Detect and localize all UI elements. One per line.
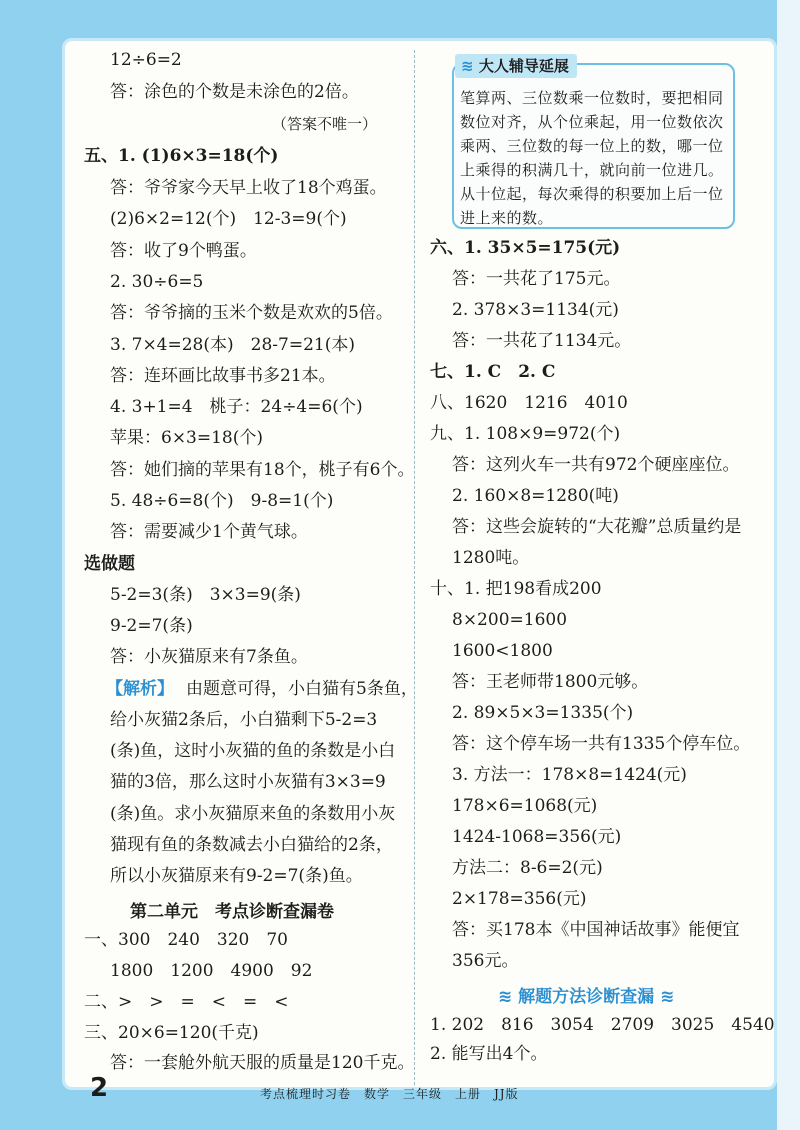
answer-line: 2. 30÷6=5	[110, 272, 204, 292]
column-divider	[414, 50, 415, 1085]
page-number: 2	[90, 1073, 109, 1103]
answer-line: 答：一共花了175元。	[452, 269, 621, 289]
answer-line: 答：王老师带1800元够。	[452, 672, 649, 692]
answer-line: 1280吨。	[452, 548, 530, 568]
answer-line: 答：这列火车一共有972个硬座座位。	[452, 455, 740, 475]
answer-line: 答：她们摘的苹果有18个，桃子有6个。	[110, 460, 415, 480]
answer-line: 1600<1800	[452, 641, 553, 661]
answer-line: 1800 1200 4900 92	[110, 961, 313, 981]
answer-line: 答：需要减少1个黄气球。	[110, 522, 308, 542]
answer-line: 八、1620 1216 4010	[430, 393, 628, 413]
question-heading: 六、1. 35×5=175(元)	[430, 238, 621, 258]
analysis-tag: 【解析】	[106, 679, 174, 699]
method-section-title: ≋ 解题方法诊断查漏 ≋	[498, 987, 675, 1007]
answer-line: 答：涂色的个数是未涂色的2倍。	[110, 82, 359, 102]
answer-line: 答：爷爷家今天早上收了18个鸡蛋。	[110, 178, 387, 198]
answer-line: 答：这些会旋转的“大花瓣”总质量约是	[452, 517, 742, 537]
answer-line: 2×178=356(元)	[452, 889, 587, 909]
answer-line: 1424-1068=356(元)	[452, 827, 622, 847]
section-label: 选做题	[84, 554, 135, 574]
answer-line: 356元。	[452, 951, 519, 971]
answer-line: 1. 202 816 3054 2709 3025 4540	[430, 1015, 775, 1035]
answer-line: 3. 7×4=28(本) 28-7=21(本)	[110, 335, 355, 355]
answer-line: 苹果：6×3=18(个)	[110, 428, 264, 448]
analysis-text: 所以小灰猫原来有9-2=7(条)鱼。	[110, 866, 363, 886]
analysis-text: 猫现有鱼的条数减去小白猫给的2条，	[110, 835, 393, 855]
analysis-text: (条)鱼。求小灰猫原来鱼的条数用小灰	[110, 804, 396, 824]
answer-line: 二、> > = < = <	[84, 992, 289, 1012]
answer-line: 12÷6=2	[110, 50, 182, 70]
answer-line: 2. 89×5×3=1335(个)	[452, 703, 634, 723]
answer-line: 5-2=3(条) 3×3=9(条)	[110, 585, 301, 605]
question-heading: 七、1. C 2. C	[430, 362, 556, 382]
answer-line: 178×6=1068(元)	[452, 796, 598, 816]
answer-line: 2. 160×8=1280(吨)	[452, 486, 619, 506]
answer-line: 8×200=1600	[452, 610, 568, 630]
question-heading: 五、1. (1)6×3=18(个)	[84, 146, 279, 166]
answer-line: 一、300 240 320 70	[84, 930, 288, 950]
analysis-text: 由题意可得，小白猫有5条鱼，	[186, 679, 418, 699]
answer-line: 三、20×6=120(千克)	[84, 1023, 259, 1043]
analysis-text: (条)鱼，这时小灰猫的鱼的条数是小白	[110, 741, 396, 761]
answer-line: 答：爷爷摘的玉米个数是欢欢的5倍。	[110, 303, 393, 323]
answer-line: 答：小灰猫原来有7条鱼。	[110, 647, 308, 667]
answer-line: 九、1. 108×9=972(个)	[430, 424, 621, 444]
answer-note: （答案不唯一）	[272, 115, 378, 133]
analysis-text: 给小灰猫2条后，小白猫剩下5-2=3	[110, 710, 378, 730]
answer-line: 答：一套舱外航天服的质量是120千克。	[110, 1053, 415, 1073]
answer-line: 4. 3+1=4 桃子：24÷4=6(个)	[110, 397, 363, 417]
answer-line: (2)6×2=12(个) 12-3=9(个)	[110, 209, 347, 229]
answer-line: 答：这个停车场一共有1335个停车位。	[452, 734, 751, 754]
page-edge	[777, 0, 800, 1130]
tip-box-text: 笔算两、三位数乘一位数时，要把相同数位对齐，从个位乘起，用一位数依次乘两、三位数的每一位上的数，哪一位上乘得的积满几十，就向前一位进几。从十位起，每次乘得的积要加上后一位进上来的数。	[460, 89, 724, 227]
answer-line: 3. 方法一：178×8=1424(元)	[452, 765, 687, 785]
answer-line: 答：买178本《中国神话故事》能便宜	[452, 920, 740, 940]
answer-line: 2. 能写出4个。	[430, 1044, 548, 1064]
answer-line: 十、1. 把198看成200	[430, 579, 602, 599]
answer-line: 9-2=7(条)	[110, 616, 193, 636]
analysis-text: 猫的3倍，那么这时小灰猫有3×3=9	[110, 772, 386, 792]
answer-line: 答：收了9个鸭蛋。	[110, 241, 257, 261]
page-footer: 考点梳理时习卷 数学 三年级 上册 JJ版	[260, 1087, 519, 1101]
answer-line: 答：一共花了1134元。	[452, 331, 632, 351]
answer-line: 答：连环画比故事书多21本。	[110, 366, 336, 386]
answer-line: 2. 378×3=1134(元)	[452, 300, 619, 320]
tip-box-title: ≋ 大人辅导延展	[455, 54, 577, 78]
answer-line: 方法二：8-6=2(元)	[452, 858, 603, 878]
unit-title: 第二单元 考点诊断查漏卷	[130, 902, 334, 922]
answer-line: 5. 48÷6=8(个) 9-8=1(个)	[110, 491, 334, 511]
